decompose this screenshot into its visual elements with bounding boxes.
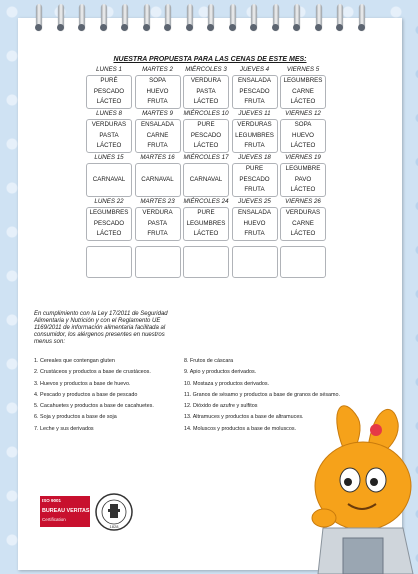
menu-day-cell [232, 163, 278, 197]
certification-logos [40, 492, 132, 532]
day-label: MARTES 16 [140, 154, 175, 161]
menu-item: LEGUMBRES [186, 219, 226, 227]
binding-hole [35, 24, 42, 31]
menu-item: PASTA [196, 87, 216, 95]
allergen-item: 13. Altramuces y productos a base de altramuces. [184, 414, 304, 421]
menu-item: PESCADO [93, 87, 125, 95]
binding-hole [186, 24, 193, 31]
menu-item: LÁCTEO [290, 98, 316, 106]
allergen-item: 11. Granos de sésamo y productos a base de granos de sésamo. [184, 391, 341, 398]
menu-item: LÁCTEO [193, 98, 219, 106]
day-label: MIÉRCOLES 10 [183, 110, 229, 117]
menu-day-cell [232, 119, 278, 153]
page-title: NUESTRA PROPUESTA PARA LAS CENAS DE ESTE MES: [113, 56, 307, 63]
menu-item: PESCADO [239, 87, 270, 95]
day-label: JUEVES 25 [238, 198, 271, 205]
menu-day-cell [183, 119, 229, 153]
menu-item: LÁCTEO [290, 186, 316, 194]
menu-item: PASTA [147, 219, 168, 227]
menu-day-cell [183, 75, 229, 109]
menu-item: CARNAVAL [141, 175, 174, 183]
menu-item: ENSALADA [237, 209, 271, 217]
empty-day-cell [232, 246, 278, 278]
allergen-item: 9. Apio y productos derivados. [184, 369, 257, 376]
binding-hole [229, 24, 236, 31]
menu-item: PESCADO [190, 131, 222, 139]
menu-day-cell [183, 207, 229, 241]
menu-item: PASTA [99, 131, 119, 139]
menu-day-cell [135, 163, 181, 197]
menu-day-cell [135, 119, 181, 153]
empty-day-cell [135, 246, 181, 278]
menu-item: PESCADO [93, 219, 125, 227]
day-label: JUEVES 18 [238, 154, 271, 161]
binding-hole [78, 24, 85, 31]
binding-hole [272, 24, 279, 31]
menu-item: CARNAVAL [189, 175, 223, 183]
menu-item: FRUTA [244, 98, 265, 106]
certification-seal-icon [94, 492, 134, 532]
menu-item: FRUTA [147, 230, 168, 238]
menu-item: CARNAVAL [92, 175, 126, 183]
menu-item: PURE [245, 165, 264, 173]
allergen-item: 6. Soja y productos a base de soja [34, 414, 117, 421]
menu-item: LÁCTEO [193, 230, 219, 238]
day-label: VIERNES 12 [285, 110, 321, 117]
menu-item: PURÉ [100, 77, 118, 85]
day-label: MIÉRCOLES 17 [183, 154, 229, 161]
menu-day-cell [86, 207, 132, 241]
allergen-item: 1. Cereales que contengan gluten [34, 358, 115, 364]
binding-hole [164, 24, 171, 31]
day-label: LUNES 8 [96, 110, 122, 117]
binding-hole [293, 24, 300, 31]
allergen-item: 4. Pescado y productos a base de pescado [34, 391, 138, 398]
day-label: JUEVES 11 [238, 110, 271, 117]
menu-item: LÁCTEO [96, 230, 122, 238]
menu-item: VERDURA [142, 209, 173, 217]
bureau-veritas-logo [40, 496, 90, 527]
empty-day-cell [183, 246, 229, 278]
menu-item: LÁCTEO [290, 230, 316, 238]
menu-item: FRUTA [147, 98, 168, 106]
day-label: VIERNES 19 [285, 154, 321, 161]
menu-day-cell [86, 163, 132, 197]
menu-day-cell [280, 207, 326, 241]
menu-item: HUEVO [146, 87, 169, 95]
menu-item: SOPA [294, 121, 312, 129]
seal-year: 1828 [109, 524, 119, 529]
day-label: VIERNES 26 [285, 198, 321, 205]
menu-day-cell [232, 75, 278, 109]
allergen-item: 12. Dióxido de azufre y sulfitos [184, 403, 258, 410]
menu-item: CARNE [292, 87, 314, 95]
menu-day-cell [135, 75, 181, 109]
menu-day-cell [280, 163, 326, 197]
menu-item: FRUTA [244, 186, 265, 194]
certification-label: Certification [42, 517, 66, 522]
menu-item: FRUTA [147, 142, 168, 150]
menu-item: SOPA [149, 77, 166, 85]
allergen-item: 8. Frutos de cáscara [184, 358, 234, 364]
menu-item: ENSALADA [140, 121, 174, 129]
menu-item: PURE [197, 121, 215, 129]
day-label: VIERNES 5 [286, 66, 320, 73]
menu-day-cell [86, 75, 132, 109]
menu-day-cell [280, 75, 326, 109]
menu-item: LEGUMBRES [235, 131, 274, 139]
allergen-list-left [34, 356, 184, 435]
day-label: MARTES 23 [140, 198, 175, 205]
allergen-item: 14. Moluscos y productos a base de moluscos. [184, 425, 297, 432]
menu-item: HUEVO [291, 131, 314, 139]
menu-item: VERDURAS [285, 209, 321, 217]
menu-item: VERDURAS [237, 121, 272, 129]
mascot-illustration [288, 388, 418, 574]
menu-item: LEGUMBRES [283, 77, 323, 85]
allergen-item: 2. Crustáceos y productos a base de crustáceos. [34, 369, 151, 376]
menu-item: LÁCTEO [96, 142, 122, 150]
binding-hole [336, 24, 343, 31]
binding-hole [143, 24, 150, 31]
spiral-binding [36, 4, 386, 34]
menu-day-cell [232, 207, 278, 241]
menu-item: HUEVO [243, 219, 266, 227]
menu-item: PESCADO [239, 175, 270, 183]
binding-hole [57, 24, 64, 31]
menu-item: LEGUMBRE [285, 165, 321, 173]
allergen-item: 7. Leche y sus derivados [34, 425, 94, 432]
menu-day-cell [86, 119, 132, 153]
binding-hole [121, 24, 128, 31]
menu-day-cell [135, 207, 181, 241]
menu-item: ENSALADA [237, 77, 271, 85]
day-label: MARTES 2 [142, 66, 173, 73]
empty-day-cell [86, 246, 132, 278]
menu-day-cell [183, 163, 229, 197]
menu-item: PAVO [294, 175, 312, 183]
allergen-item: 3. Huevos y productos a base de huevo. [34, 380, 131, 387]
empty-day-cell [280, 246, 326, 278]
menu-item: LEGUMBRES [89, 209, 129, 217]
iso-label: ISO 9001 [42, 498, 62, 503]
legal-notice: En cumplimiento con la Ley 17/2011 de Seguridad Alimentaria y Nutrición y con el Reglamento UE 1169/2011 de información alimentaria facilitada al consumidor, los alérgenos presentes en nuestros menus son: [34, 311, 168, 345]
binding-hole [315, 24, 322, 31]
day-label: MIÉRCOLES 24 [183, 198, 229, 205]
day-label: LUNES 15 [94, 154, 124, 161]
menu-item: PURE [197, 209, 215, 217]
day-label: LUNES 1 [96, 66, 122, 73]
day-label: LUNES 22 [94, 198, 124, 205]
brand-label: BUREAU VERITAS [42, 508, 90, 514]
menu-item: VERDURA [190, 77, 222, 85]
allergen-item: 5. Cacahuetes y productos a base de cacahuetes. [34, 403, 154, 410]
menu-item: LÁCTEO [96, 98, 122, 106]
menu-item: CARNE [146, 131, 169, 139]
menu-item: VERDURAS [91, 121, 127, 129]
menu-item: CARNE [292, 219, 314, 227]
menu-day-cell [280, 119, 326, 153]
binding-hole [358, 24, 365, 31]
binding-hole [100, 24, 107, 31]
allergen-item: 10. Mostaza y productos derivados. [184, 380, 270, 387]
day-label: JUEVES 4 [239, 66, 270, 73]
binding-hole [207, 24, 214, 31]
menu-item: FRUTA [244, 230, 265, 238]
day-label: MARTES 9 [142, 110, 173, 117]
menu-item: LÁCTEO [193, 142, 219, 150]
menu-item: LÁCTEO [290, 142, 316, 150]
binding-hole [250, 24, 257, 31]
day-label: MIÉRCOLES 3 [185, 66, 227, 73]
menu-item: FRUTA [244, 142, 265, 150]
